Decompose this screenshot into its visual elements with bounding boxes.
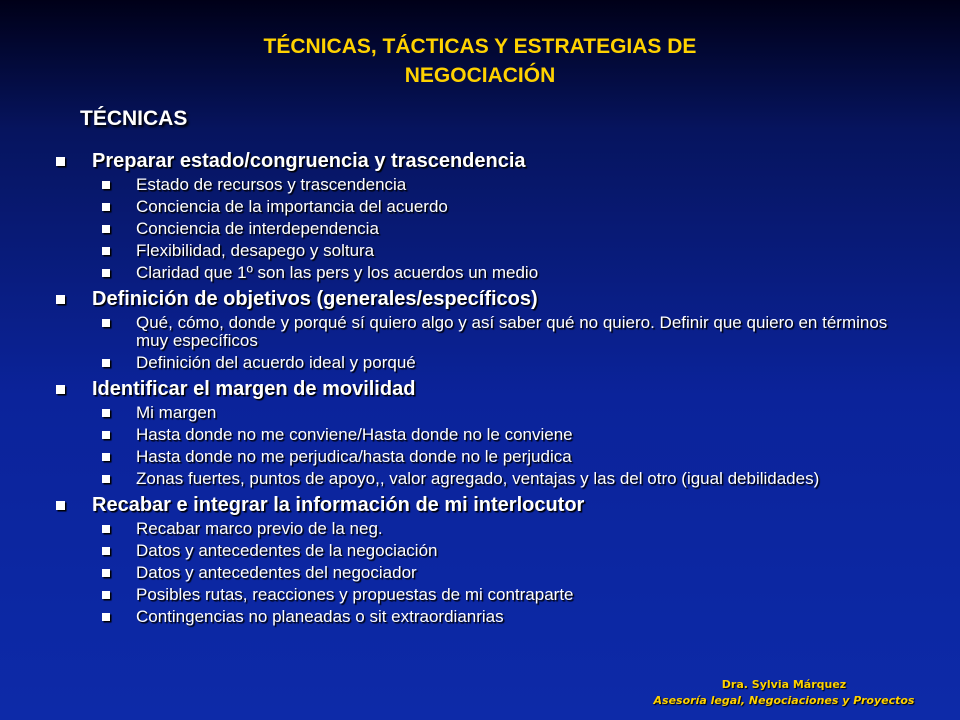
author-subtitle: Asesoría legal, Negociaciones y Proyectos — [653, 694, 915, 707]
sub-bullet-item-label: Recabar marco previo de la neg. — [136, 519, 383, 538]
sub-bullet-item-label: Definición del acuerdo ideal y porqué — [136, 353, 416, 372]
square-bullet-icon — [56, 157, 65, 166]
author-signature — [634, 677, 934, 709]
sub-bullet-item-label: Flexibilidad, desapego y soltura — [136, 241, 375, 260]
sub-bullet-item — [52, 564, 912, 582]
sub-bullet-item — [52, 448, 912, 466]
sub-bullet-item — [52, 520, 912, 538]
slide-title-line-2: NEGOCIACIÓN — [404, 64, 556, 87]
square-bullet-icon — [102, 359, 110, 367]
square-bullet-icon — [102, 409, 110, 417]
sub-bullet-item-label: Zonas fuertes, puntos de apoyo,, valor agregado, ventajas y las del otro (igual debilidades) — [136, 469, 820, 488]
sub-bullet-item-label: Conciencia de la importancia del acuerdo — [136, 197, 448, 216]
sub-bullet-item-label: Estado de recursos y trascendencia — [136, 175, 407, 194]
sub-bullet-item-label: Contingencias no planeadas o sit extraordianrias — [136, 607, 504, 626]
square-bullet-icon — [56, 295, 65, 304]
sub-bullet-item-label: Qué, cómo, donde y porqué sí quiero algo y así saber qué no quiero. Definir que quiero en términos muy específicos — [136, 313, 888, 350]
sub-bullet-item — [52, 198, 912, 216]
sub-bullet-item — [52, 608, 912, 626]
sub-bullet-item-label: Hasta donde no me conviene/Hasta donde no le conviene — [136, 425, 573, 444]
sub-bullet-item — [52, 220, 912, 238]
bullet-item — [52, 150, 912, 172]
bullet-item-label: Preparar estado/congruencia y trascendencia — [92, 150, 526, 172]
square-bullet-icon — [102, 613, 110, 621]
bullet-item — [52, 494, 912, 516]
sub-bullet-item-label: Claridad que 1º son las pers y los acuerdos un medio — [136, 263, 539, 282]
sub-bullet-item — [52, 176, 912, 194]
slide-title — [0, 32, 960, 90]
sub-bullet-item — [52, 264, 912, 282]
bullet-item-label: Identificar el margen de movilidad — [92, 378, 416, 400]
square-bullet-icon — [102, 547, 110, 555]
square-bullet-icon — [102, 591, 110, 599]
square-bullet-icon — [56, 501, 65, 510]
sub-bullet-item — [52, 426, 912, 444]
slide-title-line-1: TÉCNICAS, TÁCTICAS Y ESTRATEGIAS DE — [263, 35, 697, 58]
square-bullet-icon — [102, 319, 110, 327]
square-bullet-icon — [102, 181, 110, 189]
sub-bullet-item — [52, 354, 912, 372]
sub-bullet-item-label: Posibles rutas, reacciones y propuestas de mi contraparte — [136, 585, 574, 604]
sub-bullet-item — [52, 470, 912, 488]
sub-bullet-item-label: Mi margen — [136, 403, 217, 422]
bullet-list — [52, 146, 912, 626]
square-bullet-icon — [56, 385, 65, 394]
author-name: Dra. Sylvia Márquez — [721, 678, 847, 691]
square-bullet-icon — [102, 475, 110, 483]
bullet-item-label: Recabar e integrar la información de mi interlocutor — [92, 494, 585, 516]
sub-bullet-item — [52, 314, 912, 350]
square-bullet-icon — [102, 431, 110, 439]
sub-bullet-item — [52, 542, 912, 560]
sub-bullet-item-label: Hasta donde no me perjudica/hasta donde no le perjudica — [136, 447, 572, 466]
square-bullet-icon — [102, 525, 110, 533]
bullet-item — [52, 378, 912, 400]
section-heading: TÉCNICAS — [80, 107, 188, 130]
sub-bullet-item — [52, 586, 912, 604]
square-bullet-icon — [102, 269, 110, 277]
bullet-item-label: Definición de objetivos (generales/específicos) — [92, 288, 538, 310]
bullet-item — [52, 288, 912, 310]
sub-bullet-item — [52, 242, 912, 260]
square-bullet-icon — [102, 203, 110, 211]
sub-bullet-item-label: Datos y antecedentes del negociador — [136, 563, 417, 582]
sub-bullet-item-label: Conciencia de interdependencia — [136, 219, 379, 238]
sub-bullet-item-label: Datos y antecedentes de la negociación — [136, 541, 438, 560]
square-bullet-icon — [102, 569, 110, 577]
square-bullet-icon — [102, 453, 110, 461]
square-bullet-icon — [102, 225, 110, 233]
square-bullet-icon — [102, 247, 110, 255]
sub-bullet-item — [52, 404, 912, 422]
